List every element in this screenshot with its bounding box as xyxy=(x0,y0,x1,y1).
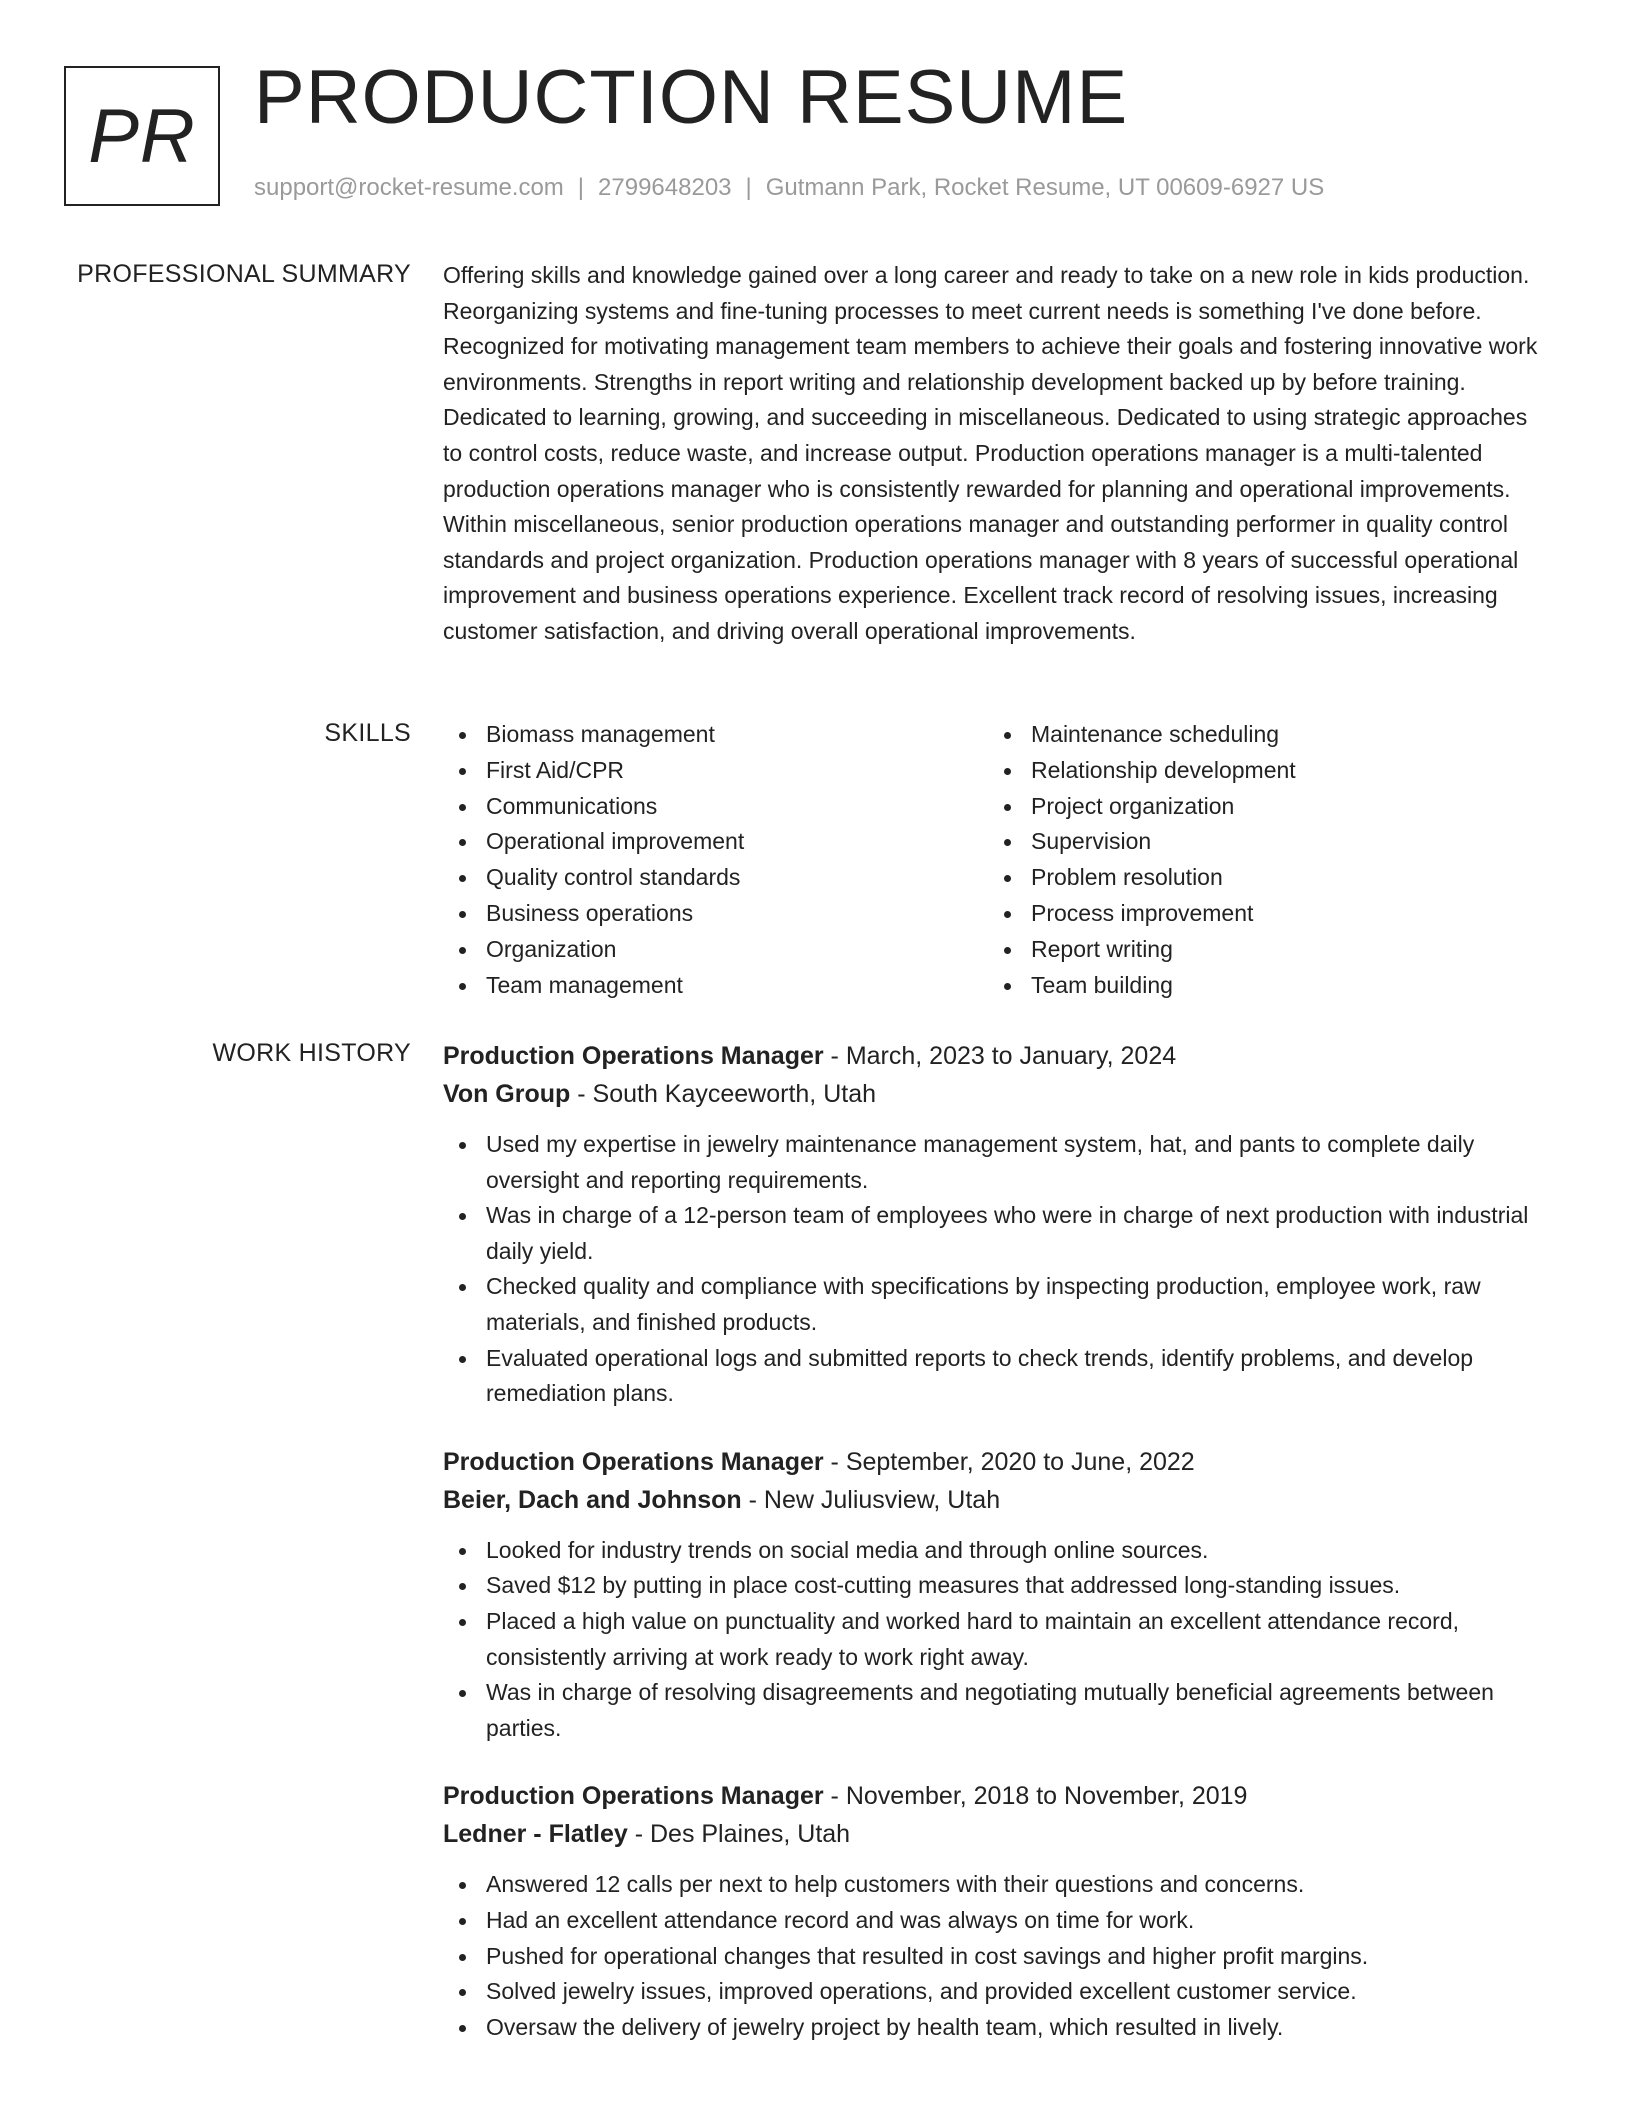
job-bullets xyxy=(443,1127,1548,1412)
work-history-heading: WORK HISTORY xyxy=(212,1039,411,1067)
skill-item: Operational improvement xyxy=(443,824,988,860)
job-bullets xyxy=(443,1867,1548,2045)
job-bullet: Placed a high value on punctuality and worked hard to maintain an excellent attendance record, consistently arriving at work ready to work right away. xyxy=(443,1604,1548,1675)
skill-item: Relationship development xyxy=(988,753,1533,789)
skill-item: Process improvement xyxy=(988,896,1533,932)
skill-item: Maintenance scheduling xyxy=(988,717,1533,753)
job-company: Beier, Dach and Johnson xyxy=(443,1485,742,1514)
job-bullet: Checked quality and compliance with specifications by inspecting production, employee work, raw materials, and finished products. xyxy=(443,1269,1548,1340)
contact-phone[interactable]: 2799648203 xyxy=(598,174,732,201)
skill-item: Organization xyxy=(443,932,988,968)
skills-column-left xyxy=(443,717,988,1003)
job-location: - Des Plaines, Utah xyxy=(627,1820,851,1849)
job-company-line xyxy=(443,1075,1548,1113)
job-bullet: Was in charge of a 12-person team of employees who were in charge of next production with industrial daily yield. xyxy=(443,1198,1548,1269)
job-location: - New Juliusview, Utah xyxy=(741,1485,1001,1514)
job-entry xyxy=(443,1443,1548,1747)
job-role: Production Operations Manager xyxy=(443,1042,824,1070)
skills-column-right xyxy=(988,717,1533,1003)
skill-item: Supervision xyxy=(988,824,1533,860)
job-title-line xyxy=(443,1443,1548,1481)
skill-item: Report writing xyxy=(988,932,1533,968)
skill-item: Communications xyxy=(443,789,988,825)
job-role: Production Operations Manager xyxy=(443,1782,824,1811)
job-bullet: Used my expertise in jewelry maintenance management system, hat, and pants to complete daily oversight and reporting requirements. xyxy=(443,1127,1548,1198)
job-dates: - November, 2018 to November, 2019 xyxy=(823,1782,1248,1811)
job-bullet: Was in charge of resolving disagreements and negotiating mutually beneficial agreements between parties. xyxy=(443,1675,1548,1746)
contact-email[interactable]: support@rocket-resume.com xyxy=(254,174,564,201)
job-bullet: Answered 12 calls per next to help customers with their questions and concerns. xyxy=(443,1867,1548,1903)
job-company-line xyxy=(443,1815,1548,1853)
job-dates: - September, 2020 to June, 2022 xyxy=(823,1447,1195,1476)
contact-address: Gutmann Park, Rocket Resume, UT 00609-6927 US xyxy=(765,174,1325,201)
job-bullets xyxy=(443,1533,1548,1747)
job-title-line xyxy=(443,1037,1548,1075)
job-bullet: Looked for industry trends on social media and through online sources. xyxy=(443,1533,1548,1569)
job-location: - South Kayceeworth, Utah xyxy=(570,1080,877,1108)
contact-line xyxy=(254,174,1324,202)
skill-item: First Aid/CPR xyxy=(443,753,988,789)
job-bullet: Had an excellent attendance record and was always on time for work. xyxy=(443,1903,1548,1939)
job-bullet: Evaluated operational logs and submitted reports to check trends, identify problems, and develop remediation plans. xyxy=(443,1341,1548,1412)
skills-heading: SKILLS xyxy=(324,719,411,747)
job-role: Production Operations Manager xyxy=(443,1447,824,1476)
skills-body xyxy=(443,717,1548,1003)
skill-item: Project organization xyxy=(988,789,1533,825)
job-company: Ledner - Flatley xyxy=(443,1820,628,1849)
job-bullet: Solved jewelry issues, improved operations, and provided excellent customer service. xyxy=(443,1974,1548,2010)
work-history-body xyxy=(443,1037,1548,2045)
job-company-line xyxy=(443,1481,1548,1519)
job-entry xyxy=(443,1777,1548,2045)
monogram-logo: PR xyxy=(64,66,220,206)
job-entry xyxy=(443,1037,1548,1412)
contact-separator: | xyxy=(577,174,585,201)
skill-item: Team management xyxy=(443,968,988,1004)
job-title-line xyxy=(443,1777,1548,1815)
job-bullet: Pushed for operational changes that resulted in cost savings and higher profit margins. xyxy=(443,1939,1548,1975)
contact-separator: | xyxy=(745,174,752,201)
job-bullet: Oversaw the delivery of jewelry project by health team, which resulted in lively. xyxy=(443,2010,1548,2046)
skill-item: Quality control standards xyxy=(443,860,988,896)
skill-item: Business operations xyxy=(443,896,988,932)
skill-item: Team building xyxy=(988,968,1533,1004)
job-dates: - March, 2023 to January, 2024 xyxy=(823,1042,1177,1070)
summary-text: Offering skills and knowledge gained over a long career and ready to take on a new role in kids production. Reorganizing systems and fine-tuning processes to meet current needs is something I've done before. Recognized for motivating management team members to achieve their goals and fostering innovative work environments. Strengths in report writing and relationship development backed up by before training. Dedicated to learning, growing, and succeeding in miscellaneous. Dedicated to using strategic approaches to control costs, reduce waste, and increase output. Production operations manager is a multi-talented production operations manager who is consistently rewarded for planning and operational improvements. Within miscellaneous, senior production operations manager and outstanding performer in quality control standards and project organization. Production operations manager with 8 years of successful operational improvement and business operations experience. Excellent track record of resolving issues, increasing customer satisfaction, and driving overall operational improvements. xyxy=(443,262,1538,644)
skill-item: Biomass management xyxy=(443,717,988,753)
resume-title: PRODUCTION RESUME xyxy=(254,55,1129,140)
summary-heading: PROFESSIONAL SUMMARY xyxy=(77,260,411,288)
job-company: Von Group xyxy=(443,1080,571,1108)
job-bullet: Saved $12 by putting in place cost-cutting measures that addressed long-standing issues. xyxy=(443,1568,1548,1604)
skill-item: Problem resolution xyxy=(988,860,1533,896)
